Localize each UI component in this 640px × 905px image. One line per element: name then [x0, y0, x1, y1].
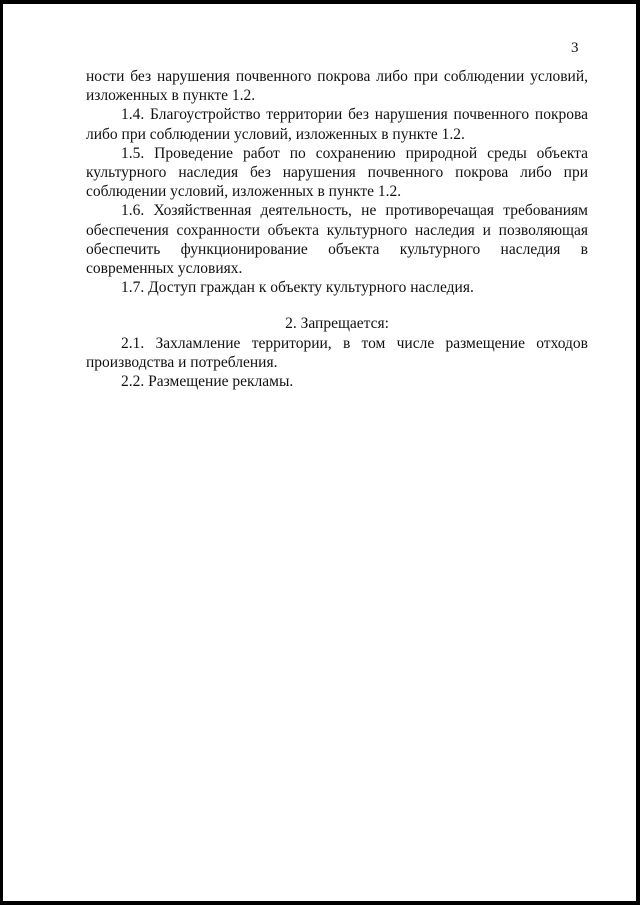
- scan-edge-top: [0, 0, 640, 4]
- scan-edge-right: [636, 0, 640, 905]
- paragraph-1-5: 1.5. Проведение работ по сохранению природной среды объекта культурного наследия без нарушения почвенного покрова либо при соблюдении условий, изложенных в пункте 1.2.: [86, 144, 588, 201]
- page-number: 3: [571, 40, 579, 56]
- paragraph-continuation: ности без нарушения почвенного покрова либо при соблюдении условий, изложенных в пункте 1.2.: [86, 68, 588, 105]
- paragraph-2-1: 2.1. Захламление территории, в том числе размещение отходов производства и потребления.: [86, 334, 588, 371]
- paragraph-2-2: 2.2. Размещение рекламы.: [121, 373, 294, 391]
- paragraph-1-6: 1.6. Хозяйственная деятельность, не противоречащая требованиям обеспечения сохранности объекта культурного наследия и позволяющая обеспечить функционирование объекта культурного наследия в современных условиях.: [86, 202, 588, 278]
- scan-edge-bottom: [0, 901, 640, 905]
- paragraph-1-4: 1.4. Благоустройство территории без нарушения почвенного покрова либо при соблюдении условий, изложенных в пункте 1.2.: [86, 106, 588, 143]
- scan-edge-left: [0, 0, 3, 905]
- section-2-heading: 2. Запрещается:: [285, 315, 389, 333]
- document-body: [86, 67, 588, 391]
- paragraph-1-7: 1.7. Доступ граждан к объекту культурного наследия.: [121, 279, 474, 297]
